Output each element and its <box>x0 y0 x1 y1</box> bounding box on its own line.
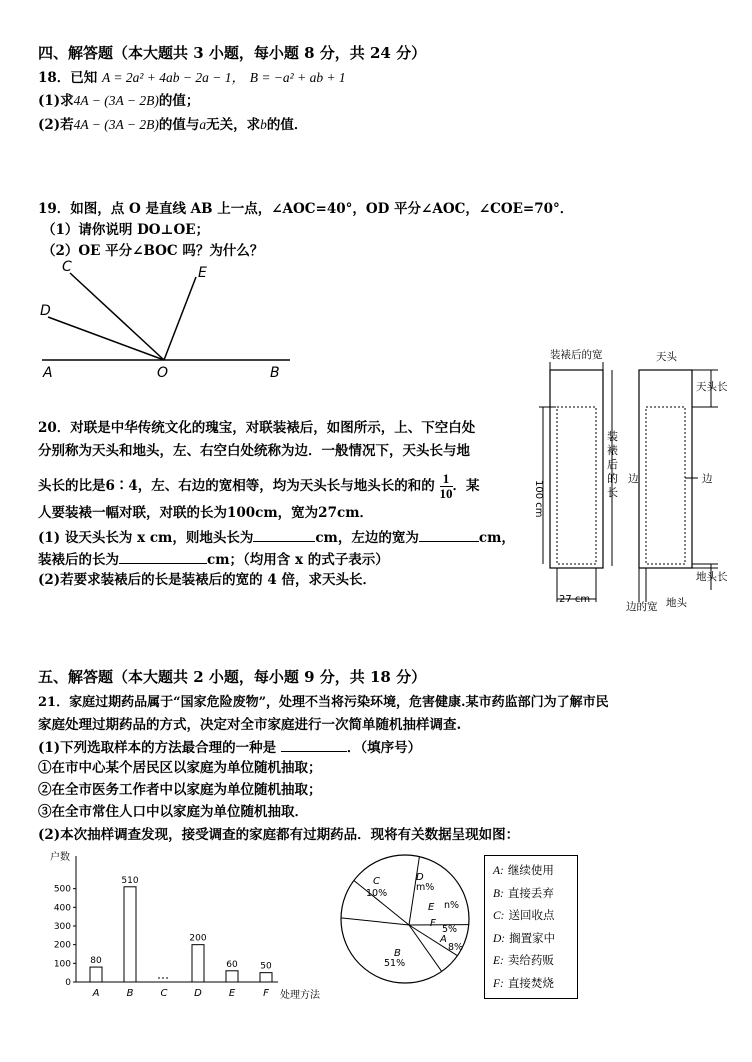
answer-blank-sample[interactable] <box>281 737 347 752</box>
ray-OD <box>48 317 164 360</box>
q20-line2: 分别称为天头和地头，左、右空白处统称为边．一般情况下，天头长与地 <box>38 443 470 459</box>
q18-number: 18． <box>38 70 71 86</box>
q21-option2: ②在全市医务工作者中以家庭为单位随机抽取； <box>38 782 322 798</box>
x-tick-E: E <box>228 988 236 999</box>
q18-intro: 已知 <box>70 70 98 86</box>
q18-part2-mid2: 无关，求 <box>206 117 261 133</box>
q20-line6-a: 装裱后的长为 <box>38 552 119 568</box>
label-bian-right: 边 <box>702 473 713 485</box>
pie-pct-A: 8% <box>448 942 464 953</box>
bar-A <box>90 967 102 982</box>
q18-part1-tail: 的值； <box>158 93 200 109</box>
bar-chart <box>40 848 340 1008</box>
q21-option1: ①在市中心某个居民区以家庭为单位随机抽取； <box>38 760 322 776</box>
q20-line5-c: cm， <box>478 530 515 546</box>
q18-part2-mid: 的值与 <box>158 117 200 133</box>
label-ditou-len: 地头长 <box>696 571 728 583</box>
pie-pct-E: n% <box>444 900 460 911</box>
label-D: D <box>40 303 51 319</box>
label-tiantou-len: 天头长 <box>696 381 728 393</box>
legend-text: 送回收点 <box>508 908 555 922</box>
legend-key: B: <box>493 887 504 900</box>
legend-item <box>493 952 554 968</box>
label-bian-width: 边的宽 <box>626 601 658 613</box>
q21-line3 <box>38 737 421 757</box>
pie-pct-F: 5% <box>442 924 458 935</box>
legend-key: E: <box>493 955 504 967</box>
x-tick-F: F <box>263 988 269 999</box>
ray-OE <box>164 277 196 360</box>
q18-A-expr: A = 2a² + 4ab − 2a − 1， <box>102 70 245 85</box>
answer-blank-ditou[interactable] <box>253 527 315 542</box>
legend-key: F: <box>493 977 504 990</box>
label-E: E <box>198 265 207 281</box>
bar-label-E: 60 <box>226 959 238 970</box>
bar-F <box>260 973 272 982</box>
right-panel-couplet <box>646 407 685 564</box>
y-tick-label: 200 <box>53 940 71 951</box>
y-axis-label: 户数 <box>50 852 70 863</box>
pie-label-E: E <box>428 902 435 913</box>
bar-D <box>192 945 204 982</box>
q21-line3-b: ．（填序号） <box>346 740 422 756</box>
legend-text: 搁置家中 <box>509 930 556 945</box>
legend-key: C: <box>493 910 505 922</box>
q18-part2-label: (2)若 <box>38 117 74 133</box>
pie-label-B: B <box>394 948 401 959</box>
x-tick-C: C <box>160 988 168 999</box>
bar-E <box>226 971 238 982</box>
label-C: C <box>62 259 72 275</box>
answer-blank-bian[interactable] <box>419 527 479 542</box>
right-panel-outer <box>639 370 692 568</box>
fraction-numerator: 1 <box>440 472 453 487</box>
label-100cm: 100 cm <box>533 480 544 518</box>
bar-B <box>124 887 136 982</box>
q20-line5-b: cm，左边的宽为 <box>315 530 419 546</box>
q20-line3 <box>38 472 480 501</box>
left-panel-outer <box>550 370 603 568</box>
legend-text: 卖给药贩 <box>507 953 554 967</box>
pie-label-F: F <box>430 918 436 929</box>
pie-label-A: A <box>440 934 447 945</box>
q21-option3: ③在全市常住人口中以家庭为单位随机抽取． <box>38 804 308 820</box>
q21-line3-a: (1)下列选取样本的方法最合理的一种是 <box>38 740 277 756</box>
q18-part1-expr: 4A − (3A − 2B) <box>73 93 159 108</box>
label-O: O <box>157 365 169 380</box>
answer-blank-length[interactable] <box>119 549 207 564</box>
q20-line6-b: cm；（均用含 x 的式子表示） <box>207 552 389 568</box>
q18-part2-expr: 4A − (3A − 2B) <box>73 117 159 132</box>
legend-item <box>493 862 554 878</box>
label-ditou: 地头 <box>666 597 687 609</box>
q20-line7: (2)若要求装裱后的长是装裱后的宽的 4 倍，求天头长． <box>38 572 376 588</box>
y-tick-label: 0 <box>65 978 71 988</box>
legend-key: D: <box>493 932 506 945</box>
q20-line5 <box>38 527 515 547</box>
x-axis-label: 处理方法 <box>280 990 320 1001</box>
q20-line5-a: (1) 设天头长为 x cm，则地头长为 <box>38 530 254 546</box>
legend-key: A: <box>493 865 504 877</box>
q20-scroll-figure <box>528 340 738 620</box>
x-tick-A: A <box>92 988 100 999</box>
section5-heading: 五、解答题（本大题共 2 小题，每小题 9 分，共 18 分） <box>38 668 427 686</box>
y-tick-label: 300 <box>53 922 71 932</box>
bar-label-D: 200 <box>189 933 207 944</box>
q20-line3-a: 头长的比是6∶4，左、右边的宽相等，均为天头长与地头长的和的 <box>38 478 435 494</box>
fraction-denominator: 10 <box>439 486 453 501</box>
q21-line2: 家庭处理过期药品的方式，决定对全市家庭进行一次简单随机抽样调查. <box>38 717 462 733</box>
legend-box <box>484 855 578 999</box>
q19-line1: 19．如图，点 O 是直线 AB 上一点，∠AOC=40°，OD 平分∠AOC，∠COE=70°． <box>38 201 574 217</box>
label-B: B <box>270 365 280 380</box>
label-bian-left: 边 <box>628 473 639 485</box>
q18-var-a: a <box>199 117 207 132</box>
x-tick-B: B <box>126 988 134 999</box>
q18-var-b: b <box>260 117 267 132</box>
y-tick-label: 100 <box>53 959 71 970</box>
bar-label-B: 510 <box>121 875 139 886</box>
label-27cm: 27 cm <box>559 594 591 605</box>
pie-label-C: C <box>373 876 380 887</box>
ray-OC <box>70 273 164 360</box>
pie-pct-B: 51% <box>384 958 406 969</box>
q20-line4: 人要装裱一幅对联，对联的长为100cm，宽为27cm． <box>38 505 373 521</box>
q20-line3-b: ．某 <box>452 478 480 494</box>
q18-part1-label: (1)求 <box>38 93 74 109</box>
q18-B-expr: B = −a² + ab + 1 <box>249 70 346 85</box>
label-mounted-width: 装裱后的宽 <box>550 349 603 361</box>
q20-fraction <box>440 472 453 501</box>
legend-item <box>493 930 555 946</box>
q19-part2: （2）OE 平分∠BOC 吗？为什么？ <box>42 243 264 259</box>
x-tick-D: D <box>194 988 202 999</box>
q20-line6 <box>38 549 389 569</box>
q18-part2 <box>38 116 307 134</box>
label-tiantou: 天头 <box>656 351 677 363</box>
q19-angle-figure <box>30 255 320 380</box>
pie-pct-C: 10% <box>366 888 388 899</box>
legend-text: 继续使用 <box>507 863 554 877</box>
pie-pct-D: m% <box>416 882 435 893</box>
legend-item <box>493 885 554 901</box>
legend-text: 直接丢弃 <box>507 885 554 900</box>
label-mounted-length: 装裱后的长 <box>607 430 618 499</box>
label-A: A <box>43 365 53 380</box>
section4-heading: 四、解答题（本大题共 3 小题，每小题 8 分，共 24 分） <box>38 44 427 62</box>
q19-part1: （1）请你说明 DO⊥OE； <box>42 222 210 238</box>
q18-part2-tail: 的值． <box>266 117 308 133</box>
legend-item <box>493 975 554 991</box>
pie-label-D: D <box>416 872 424 883</box>
q20-line1: 20．对联是中华传统文化的瑰宝，对联装裱后，如图所示，上、下空白处 <box>38 420 476 436</box>
q18-part1 <box>38 92 199 110</box>
pie-chart <box>336 850 474 988</box>
q21-line1: 21．家庭过期药品属于“国家危险废物”，处理不当将污染环境，危害健康.某市药监部门为了解市民 <box>38 695 609 710</box>
y-tick-label: 400 <box>53 903 71 914</box>
bar-label-A: 80 <box>90 956 102 967</box>
legend-text: 直接焚烧 <box>507 975 554 990</box>
left-panel-couplet <box>557 407 596 564</box>
q21-line4: (2)本次抽样调查发现，接受调查的家庭都有过期药品．现将有关数据呈现如图： <box>38 827 520 843</box>
y-tick-label: 500 <box>53 884 71 895</box>
legend-item <box>493 907 555 923</box>
bar-label-F: 50 <box>260 961 272 972</box>
q18-line1 <box>38 69 346 87</box>
